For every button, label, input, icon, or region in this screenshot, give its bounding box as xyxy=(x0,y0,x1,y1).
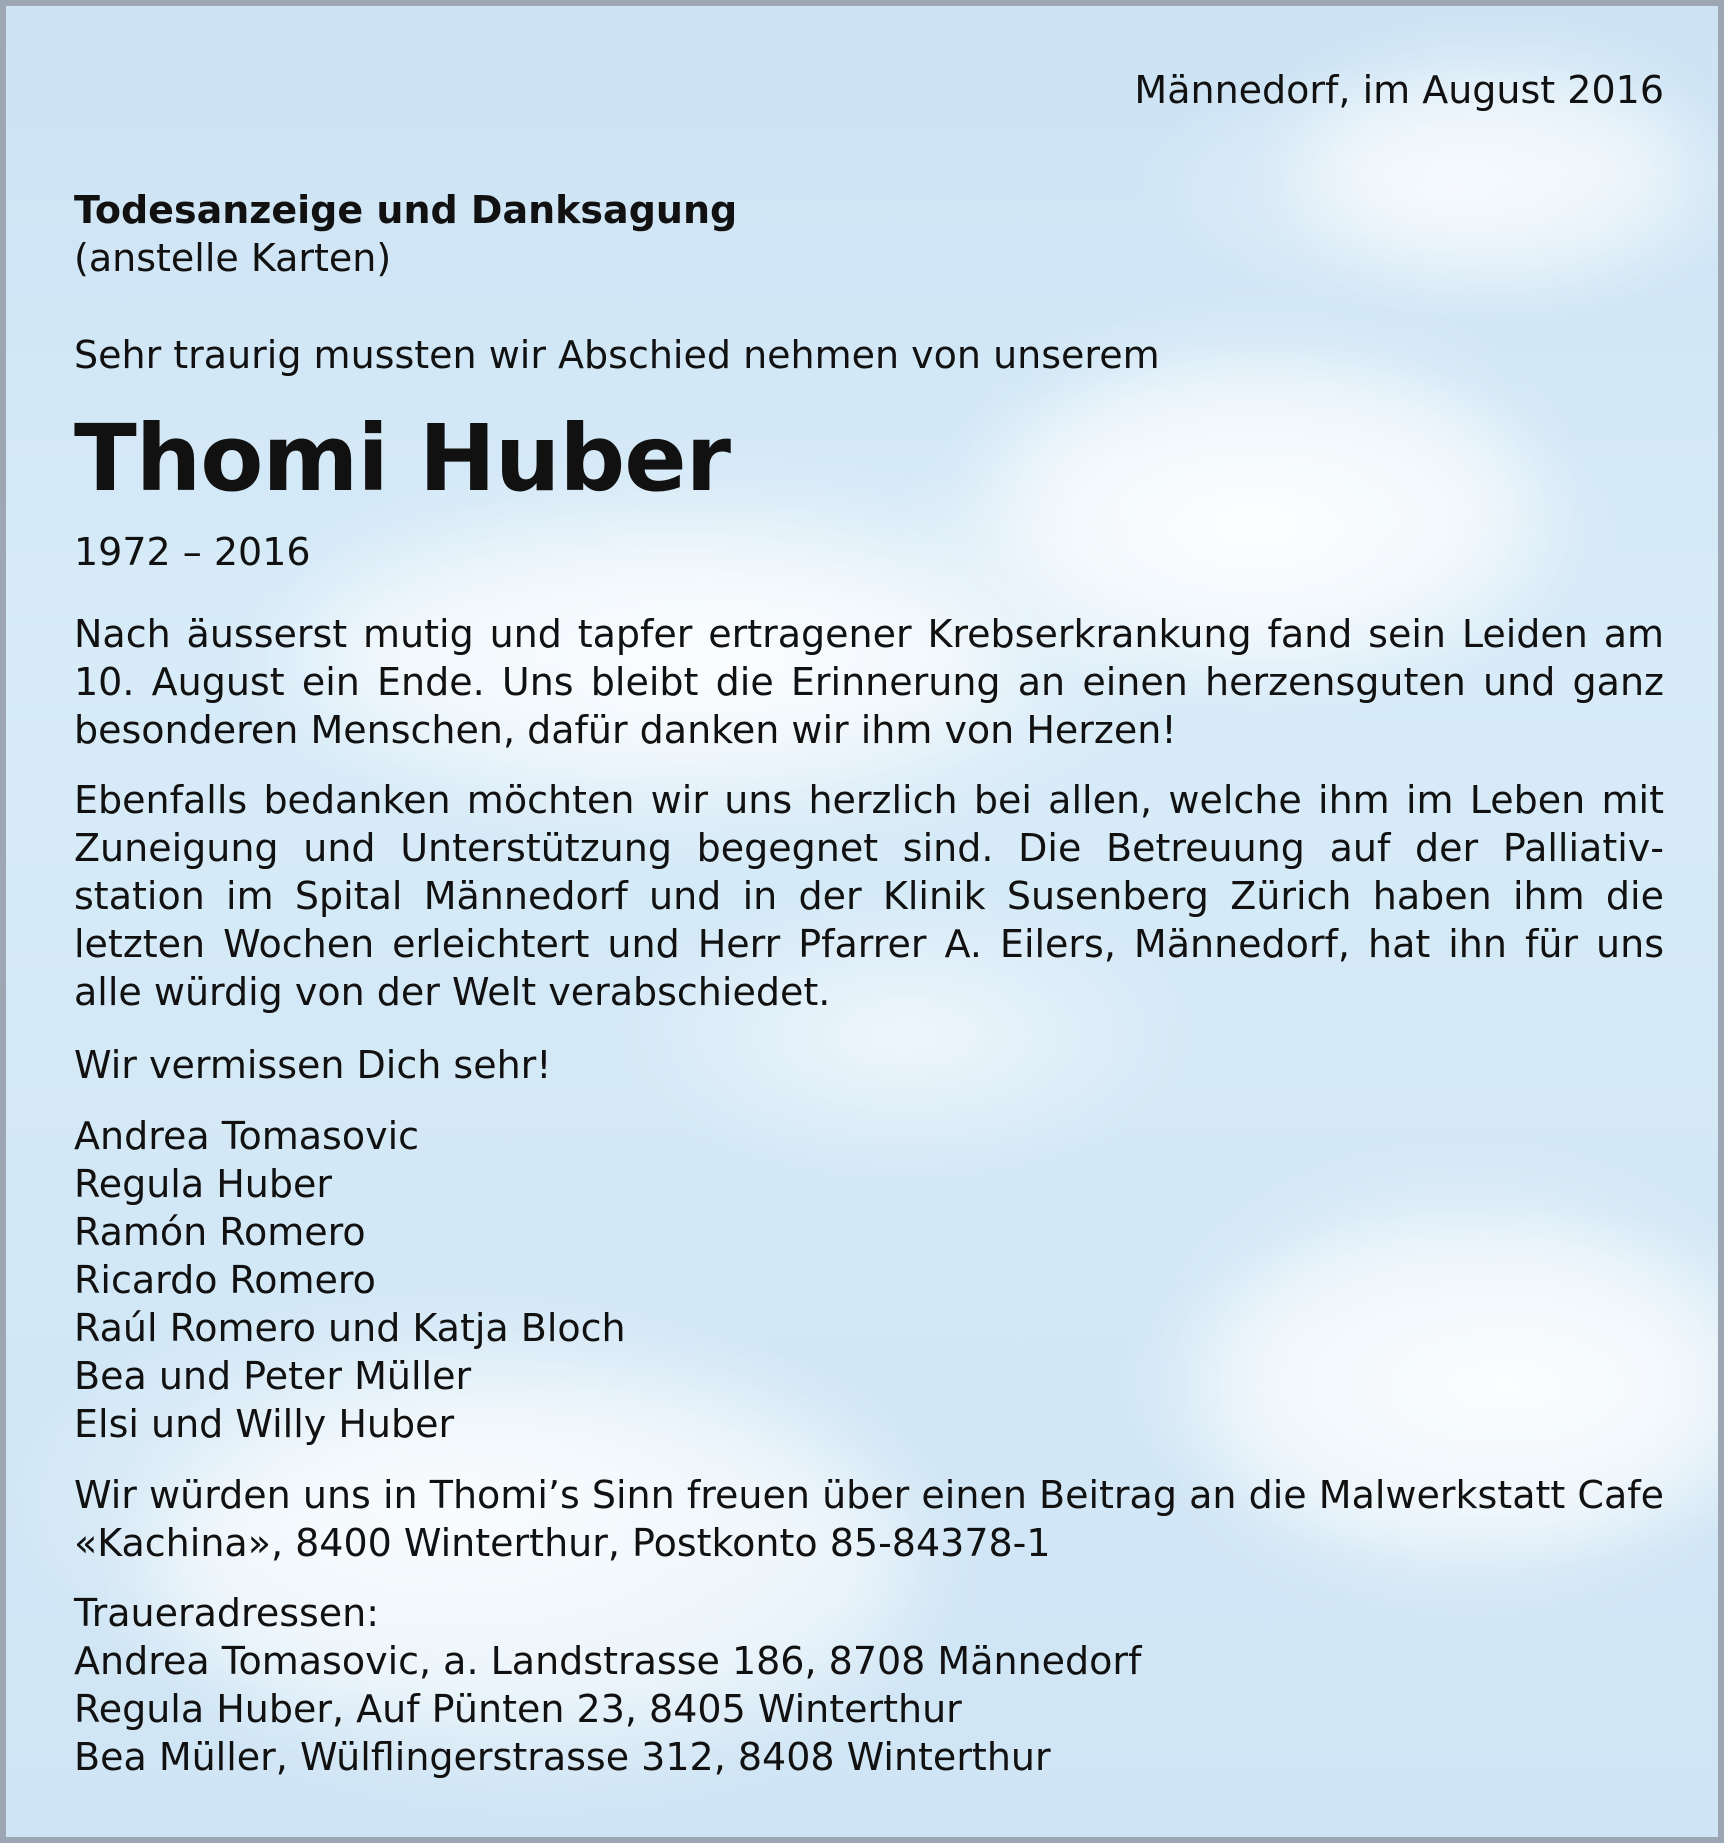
paragraph-donation: Wir würden uns in Thomi’s Sinn freuen über einen Beitrag an die Malwerkstatt Cafe «Kachina», 8400 Winterthur, Postkonto 85-84378-1 xyxy=(74,1473,1664,1565)
address-item: Bea Müller, Wülflingerstrasse 312, 8408 Winterthur xyxy=(74,1735,1051,1779)
signer: Regula Huber xyxy=(74,1162,332,1206)
life-years: 1972 – 2016 xyxy=(74,530,311,574)
paragraph-illness: Nach äusserst mutig und tapfer ertragener Krebserkrankung fand sein Leiden am 10. August ein Ende. Uns bleibt die Erinnerung an einen herzensguten und ganz besonderen Menschen, dafür danken wir ihm von Herzen! xyxy=(74,612,1664,752)
signer: Andrea Tomasovic xyxy=(74,1114,420,1158)
deceased-name: Thomi Huber xyxy=(74,405,730,512)
intro-text: Sehr traurig mussten wir Abschied nehmen von unserem xyxy=(74,333,1160,377)
address-item: Andrea Tomasovic, a. Landstrasse 186, 8708 Männedorf xyxy=(74,1639,1142,1683)
place-date: Männedorf, im August 2016 xyxy=(1134,68,1664,112)
address-item: Regula Huber, Auf Pünten 23, 8405 Winterthur xyxy=(74,1687,962,1731)
signer: Elsi und Willy Huber xyxy=(74,1402,455,1446)
signer: Bea und Peter Müller xyxy=(74,1354,472,1398)
signer: Raúl Romero und Katja Bloch xyxy=(74,1306,626,1350)
notice-subheading: (anstelle Karten) xyxy=(74,236,392,280)
notice-heading: Todesanzeige und Danksagung xyxy=(74,188,738,232)
signer: Ramón Romero xyxy=(74,1210,366,1254)
paragraph-thanks: Ebenfalls bedanken möchten wir uns herzlich bei allen, welche ihm im Leben mit Zuneigung und Unterstützung begegnet sind. Die Betreuung auf der Palliativstation im Spital Männedorf und in der Klinik Susenberg Zürich haben ihm die letzten Wochen erleichtert und Herr Pfarrer A. Eilers, Männedorf, hat ihn für uns alle würdig von der Welt verabschiedet. xyxy=(74,778,1664,1014)
mourning-addresses xyxy=(74,1589,1141,1781)
signers-list xyxy=(74,1112,626,1448)
address-list xyxy=(74,1637,1141,1781)
signer: Ricardo Romero xyxy=(74,1258,376,1302)
miss-line: Wir vermissen Dich sehr! xyxy=(74,1043,552,1087)
addresses-label: Traueradressen: xyxy=(74,1591,380,1635)
